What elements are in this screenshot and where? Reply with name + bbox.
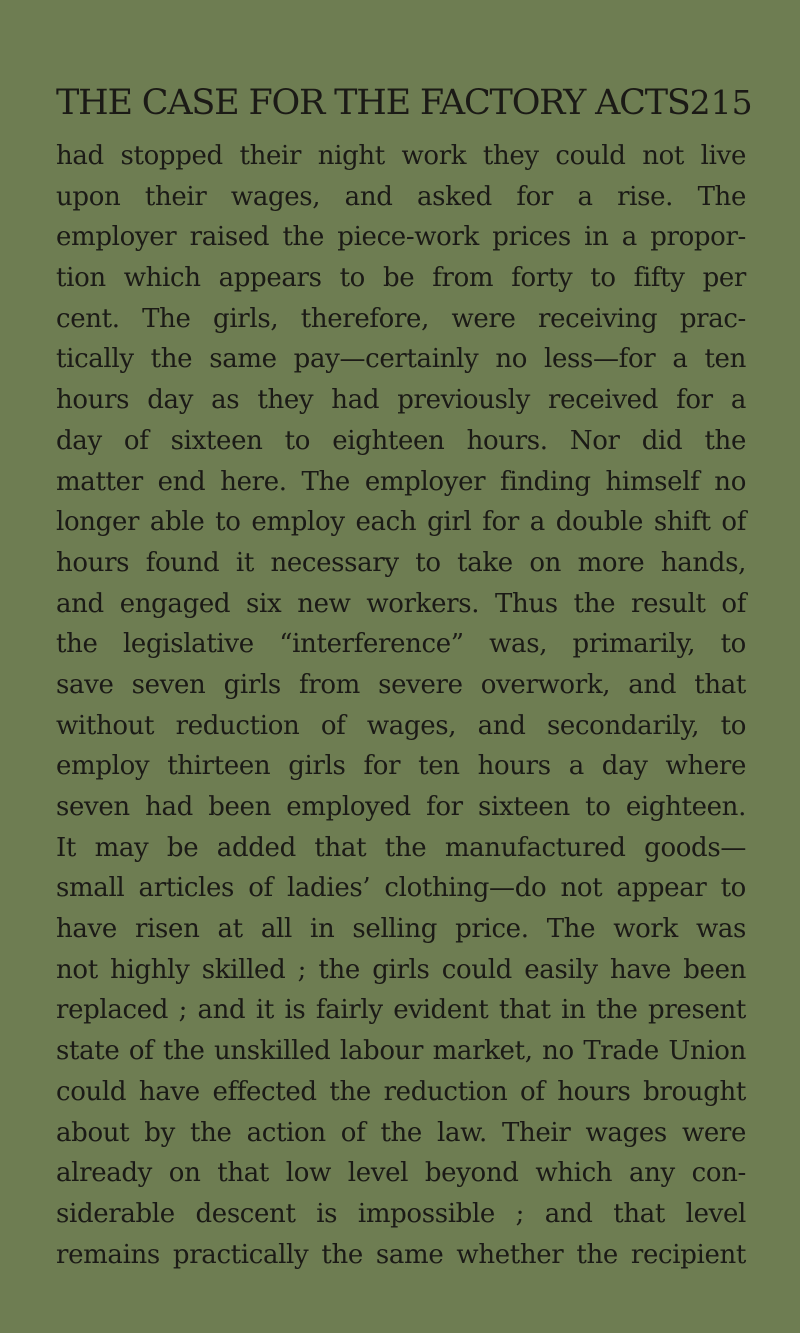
text-line: the legislative “interference” was, primarily, to	[56, 629, 746, 660]
text-line: day of sixteen to eighteen hours. Nor did the	[56, 425, 746, 456]
text-line: could have effected the reduction of hours brought	[56, 1076, 746, 1107]
text-line: hours day as they had previously received for a	[56, 385, 746, 416]
text-line: tically the same pay—certainly no less—for a ten	[56, 344, 746, 375]
text-line: employ thirteen girls for ten hours a day where	[56, 751, 746, 782]
text-line: employer raised the piece-work prices in a propor-	[56, 222, 746, 253]
text-line: remains practically the same whether the recipient	[56, 1239, 746, 1270]
text-line: tion which appears to be from forty to fifty per	[56, 263, 746, 294]
text-line: already on that low level beyond which any con-	[56, 1158, 746, 1189]
running-title: THE CASE FOR THE FACTORY ACTS	[56, 83, 690, 123]
text-line: cent. The girls, therefore, were receiving prac-	[56, 303, 746, 334]
text-line: matter end here. The employer finding himself no	[56, 466, 746, 497]
text-line: have risen at all in selling price. The work was	[56, 914, 746, 945]
body-text	[56, 136, 746, 1275]
text-line: It may be added that the manufactured goods—	[56, 832, 746, 863]
page-number: 215	[689, 83, 753, 122]
text-line: longer able to employ each girl for a double shift of	[56, 507, 746, 538]
text-line: hours found it necessary to take on more hands,	[56, 547, 746, 578]
text-line: seven had been employed for sixteen to eighteen.	[56, 792, 746, 822]
text-line: and engaged six new workers. Thus the result of	[56, 588, 746, 619]
text-line: not highly skilled ; the girls could easily have been	[56, 954, 746, 985]
text-line: save seven girls from severe overwork, and that	[56, 669, 746, 700]
text-line: without reduction of wages, and secondarily, to	[56, 710, 746, 741]
text-line: small articles of ladies’ clothing—do not appear to	[56, 873, 746, 904]
running-header	[56, 83, 753, 127]
text-line: about by the action of the law. Their wages were	[56, 1117, 746, 1148]
text-line: siderable descent is impossible ; and that level	[56, 1198, 746, 1229]
text-line: state of the unskilled labour market, no Trade Union	[56, 1036, 746, 1067]
text-line: had stopped their night work they could not live	[56, 141, 746, 171]
text-line: replaced ; and it is fairly evident that in the present	[56, 995, 746, 1026]
text-line: upon their wages, and asked for a rise. The	[56, 181, 746, 212]
